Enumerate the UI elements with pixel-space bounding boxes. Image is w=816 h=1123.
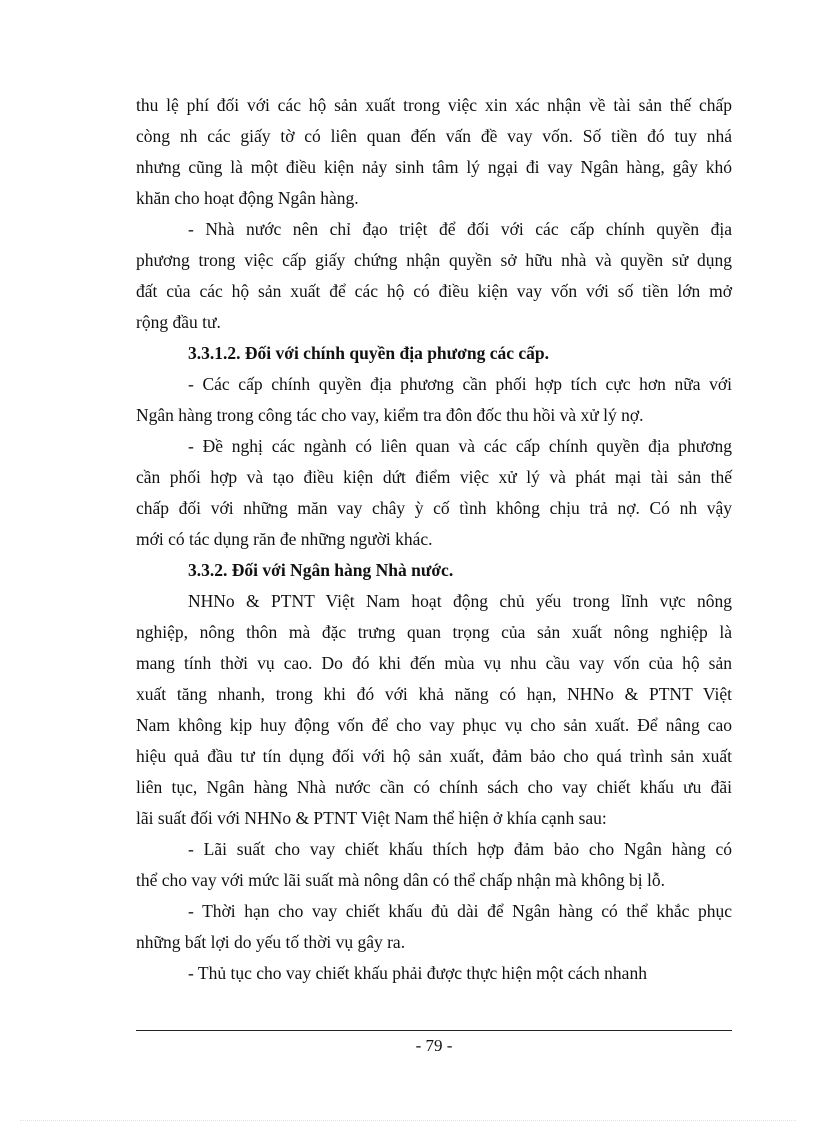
text-line: phương trong việc cấp giấy chứng nhận quyền sở hữu nhà và quyền sử dụng — [136, 250, 732, 270]
text-line: cần phối hợp và tạo điều kiện dứt điểm việc xử lý và phát mại tài sản thế — [136, 467, 732, 487]
text-line: rộng đầu tư. — [136, 312, 221, 332]
page-edge-divider — [20, 1120, 796, 1121]
text-line: - Thủ tục cho vay chiết khấu phải được thực hiện một cách nhanh — [188, 963, 647, 983]
text-line: mới có tác dụng răn đe những người khác. — [136, 529, 433, 549]
text-line: những bất lợi do yếu tố thời vụ gây ra. — [136, 932, 406, 952]
text-line: - Đề nghị các ngành có liên quan và các cấp chính quyền địa phương — [188, 436, 732, 456]
text-line: lãi suất đối với NHNo & PTNT Việt Nam thể hiện ở khía cạnh sau: — [136, 808, 607, 828]
text-line: còng nh các giấy tờ có liên quan đến vấn đề vay vốn. Số tiền đó tuy nhá — [136, 126, 732, 146]
text-line: nghiệp, nông thôn mà đặc trưng quan trọng của sản xuất nông nghiệp là — [136, 622, 732, 642]
section-heading: 3.3.1.2. Đối với chính quyền địa phương các cấp. — [188, 343, 549, 363]
text-line: Nam không kịp huy động vốn để cho vay phục vụ cho sản xuất. Để nâng cao — [136, 715, 732, 735]
text-line: - Lãi suất cho vay chiết khấu thích hợp đảm bảo cho Ngân hàng có — [188, 839, 732, 859]
text-line: NHNo & PTNT Việt Nam hoạt động chủ yếu trong lĩnh vực nông — [188, 591, 732, 611]
text-line: liên tục, Ngân hàng Nhà nước cần có chính sách cho vay chiết khấu ưu đãi — [136, 777, 732, 797]
text-line: hiệu quả đầu tư tín dụng đối với hộ sản xuất, đảm bảo cho quá trình sản xuất — [136, 746, 732, 766]
text-line: - Thời hạn cho vay chiết khấu đủ dài để Ngân hàng có thể khắc phục — [188, 901, 732, 921]
text-line: khăn cho hoạt động Ngân hàng. — [136, 188, 359, 208]
body-text — [136, 90, 732, 989]
text-line: - Nhà nước nên chỉ đạo triệt để đối với các cấp chính quyền địa — [188, 219, 732, 239]
text-line: thể cho vay với mức lãi suất mà nông dân có thể chấp nhận mà không bị lỗ. — [136, 870, 666, 890]
text-line: xuất tăng nhanh, trong khi đó với khả năng có hạn, NHNo & PTNT Việt — [136, 684, 732, 704]
page-number: - 79 - — [415, 1036, 453, 1055]
text-line: chấp đối với những măn vay chây ỳ cố tình không chịu trả nợ. Có nh vậy — [136, 498, 732, 518]
text-line: - Các cấp chính quyền địa phương cần phối hợp tích cực hơn nữa với — [188, 374, 732, 394]
text-line: nhưng cũng là một điều kiện nảy sinh tâm lý ngại đi vay Ngân hàng, gây khó — [136, 157, 732, 177]
text-line: thu lệ phí đối với các hộ sản xuất trong việc xin xác nhận về tài sản thế chấp — [136, 95, 732, 115]
text-line: đất của các hộ sản xuất để các hộ có điều kiện vay vốn với số tiền lớn mở — [136, 281, 732, 301]
footer-divider — [136, 1030, 732, 1031]
section-heading: 3.3.2. Đối với Ngân hàng Nhà nước. — [188, 560, 454, 580]
text-line: Ngân hàng trong công tác cho vay, kiểm tra đôn đốc thu hồi và xử lý nợ. — [136, 405, 644, 425]
text-line: mang tính thời vụ cao. Do đó khi đến mùa vụ nhu cầu vay vốn của hộ sản — [136, 653, 732, 673]
